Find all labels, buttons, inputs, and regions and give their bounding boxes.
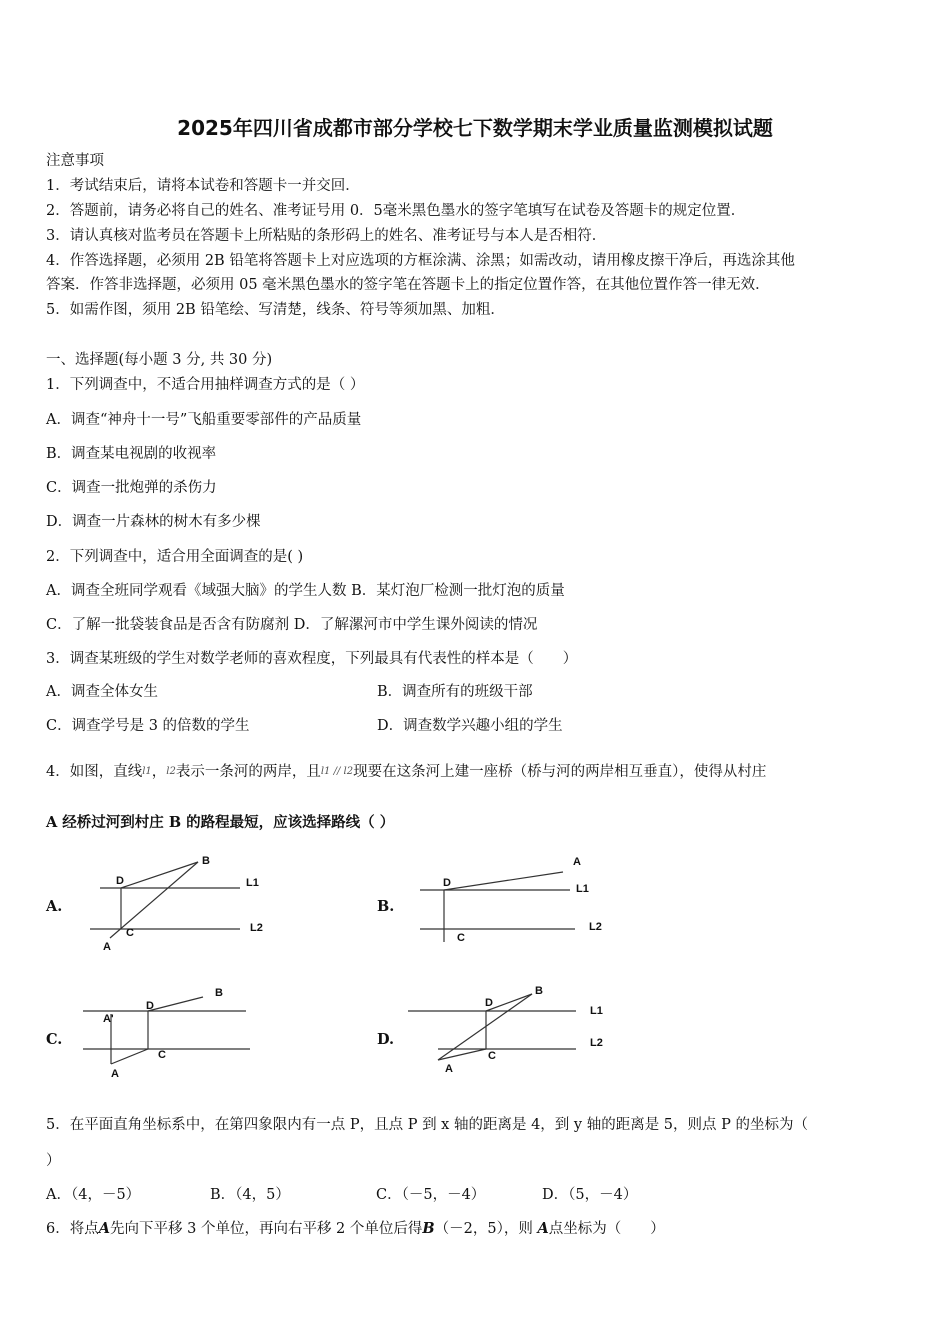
note-item: 1．考试结束后，请将本试卷和答题卡一并交回． bbox=[46, 178, 360, 194]
q6-point-a: A bbox=[98, 1220, 110, 1237]
point-a-label: A bbox=[445, 1063, 453, 1075]
question-2-stem: 2．下列调查中，适合用全面调查的是( ) bbox=[46, 549, 304, 565]
q5-option-d: D．（5，－4） bbox=[542, 1187, 638, 1203]
point-a-label: A bbox=[103, 941, 111, 953]
q4-option-a-label: A. bbox=[46, 898, 63, 915]
l2-label: L2 bbox=[589, 921, 602, 933]
q3-option-a: A．调查全体女生 bbox=[46, 684, 158, 700]
q6-stem-part3: （－2，5），则 bbox=[434, 1221, 538, 1237]
q6-point-b: B bbox=[422, 1220, 435, 1237]
q4-option-b-label: B. bbox=[377, 898, 395, 915]
q5-option-b: B．（4，5） bbox=[210, 1187, 290, 1203]
point-d-label: D bbox=[485, 997, 493, 1009]
note-item: 2．答题前，请务必将自己的姓名、准考证号用 0．5毫米黑色墨水的签字笔填写在试卷及答题卡的规定位置． bbox=[46, 203, 746, 219]
q4-option-c-label: C. bbox=[46, 1031, 63, 1048]
path-segment bbox=[444, 872, 563, 890]
question-1-stem: 1．下列调查中，不适合用抽样调查方式的是（ ） bbox=[46, 377, 365, 393]
page-title: 2025年四川省成都市部分学校七下数学期末学业质量监测模拟试题 bbox=[177, 116, 773, 140]
point-b-label: B bbox=[535, 985, 543, 997]
section-heading: 一、选择题(每小题 3 分, 共 30 分) bbox=[46, 352, 273, 368]
q4-stem-part1: 4．如图，直线 bbox=[46, 764, 143, 780]
l1-label: L1 bbox=[246, 877, 259, 889]
question-6-stem bbox=[46, 1219, 665, 1239]
path-segment bbox=[121, 862, 198, 888]
point-c-label: C bbox=[158, 1049, 166, 1061]
q1-option-c: C．调查一批炮弹的杀伤力 bbox=[46, 480, 217, 496]
q2-options-cd: C．了解一批袋装食品是否含有防腐剂 D．了解漯河市中学生课外阅读的情况 bbox=[46, 617, 538, 633]
notes-heading: 注意事项 bbox=[46, 153, 104, 169]
q4-figure-d bbox=[408, 982, 618, 1082]
point-a-label: A bbox=[573, 856, 581, 868]
q6-point-a-again: A bbox=[537, 1220, 549, 1237]
point-b-label: B bbox=[202, 855, 210, 867]
q3-option-c: C．调查学号是 3 的倍数的学生 bbox=[46, 718, 250, 734]
l1-label: L1 bbox=[576, 883, 589, 895]
q6-stem-part4: 点坐标为（ ） bbox=[548, 1221, 665, 1237]
point-d-label: D bbox=[443, 877, 451, 889]
note-item: 答案．作答非选择题，必须用 05 毫米黑色墨水的签字笔在答题卡上的指定位置作答，在其他位置作答一律无效． bbox=[46, 277, 770, 293]
point-d-label: D bbox=[146, 1000, 154, 1012]
q4-stem-part2: 表示一条河的两岸，且 bbox=[175, 764, 321, 780]
note-item: 4．作答选择题，必须用 2B 铅笔将答题卡上对应选项的方框涂满、涂黑；如需改动，请用橡皮擦干净后，再选涂其他 bbox=[46, 253, 795, 269]
note-item: 5．如需作图，须用 2B 铅笔绘、写清楚，线条、符号等须加黑、加粗． bbox=[46, 302, 505, 318]
q3-option-d: D．调查数学兴趣小组的学生 bbox=[377, 718, 563, 734]
path-segment bbox=[110, 862, 198, 938]
q2-options-ab: A．调查全班同学观看《域强大脑》的学生人数 B．某灯泡厂检测一批灯泡的质量 bbox=[46, 583, 565, 599]
q1-option-a: A．调查“神舟十一号”飞船重要零部件的产品质量 bbox=[46, 412, 362, 428]
path-segment bbox=[148, 997, 203, 1011]
parallel-symbol: l1 // l2 bbox=[320, 766, 354, 777]
note-item: 3．请认真核对监考员在答题卡上所粘贴的条形码上的姓名、准考证号与本人是否相符． bbox=[46, 228, 607, 244]
q4-option-d-label: D. bbox=[377, 1031, 395, 1048]
l1-label: L1 bbox=[590, 1005, 603, 1017]
question-5-stem: 5．在平面直角坐标系中，在第四象限内有一点 P，且点 P 到 x 轴的距离是 4，到 y 轴的距离是 5，则点 P 的坐标为（ bbox=[46, 1117, 809, 1133]
point-d-label: D bbox=[116, 875, 124, 887]
q3-option-b: B．调查所有的班级干部 bbox=[377, 684, 533, 700]
l2-label: L2 bbox=[590, 1037, 603, 1049]
l1-symbol: l1 bbox=[142, 766, 152, 777]
point-a-label: A bbox=[111, 1068, 119, 1080]
question-4-stem-line2: A 经桥过河到村庄 B 的路程最短，应该选择路线（ ） bbox=[46, 814, 395, 831]
question-4-stem bbox=[46, 762, 766, 782]
q5-option-c: C．（－5，－4） bbox=[376, 1187, 486, 1203]
q4-figure-b bbox=[415, 852, 615, 952]
point-b-label: B bbox=[215, 987, 223, 999]
point-c-label: C bbox=[126, 927, 134, 939]
q6-stem-part1: 6．将点 bbox=[46, 1221, 99, 1237]
q1-option-d: D．调查一片森林的树木有多少棵 bbox=[46, 514, 261, 530]
question-3-stem: 3．调查某班级的学生对数学老师的喜欢程度，下列最具有代表性的样本是（ ） bbox=[46, 651, 578, 667]
q4-separator: ， bbox=[151, 764, 167, 780]
point-a-prime-label: A' bbox=[103, 1013, 114, 1025]
q5-option-a: A．（4，－5） bbox=[46, 1187, 141, 1203]
l2-symbol: l2 bbox=[166, 766, 176, 777]
l2-label: L2 bbox=[250, 922, 263, 934]
q4-stem-part3: 现要在这条河上建一座桥（桥与河的两岸相互垂直），使得从村庄 bbox=[353, 764, 767, 780]
q1-option-b: B．调查某电视剧的收视率 bbox=[46, 446, 217, 462]
point-c-label: C bbox=[457, 932, 465, 944]
question-5-stem-end: ） bbox=[46, 1153, 61, 1169]
q6-stem-part2: 先向下平移 3 个单位，再向右平移 2 个单位后得 bbox=[110, 1221, 423, 1237]
q4-figure-c bbox=[78, 982, 278, 1082]
point-c-label: C bbox=[488, 1050, 496, 1062]
q4-figure-a bbox=[90, 850, 280, 955]
path-segment bbox=[111, 1049, 148, 1064]
